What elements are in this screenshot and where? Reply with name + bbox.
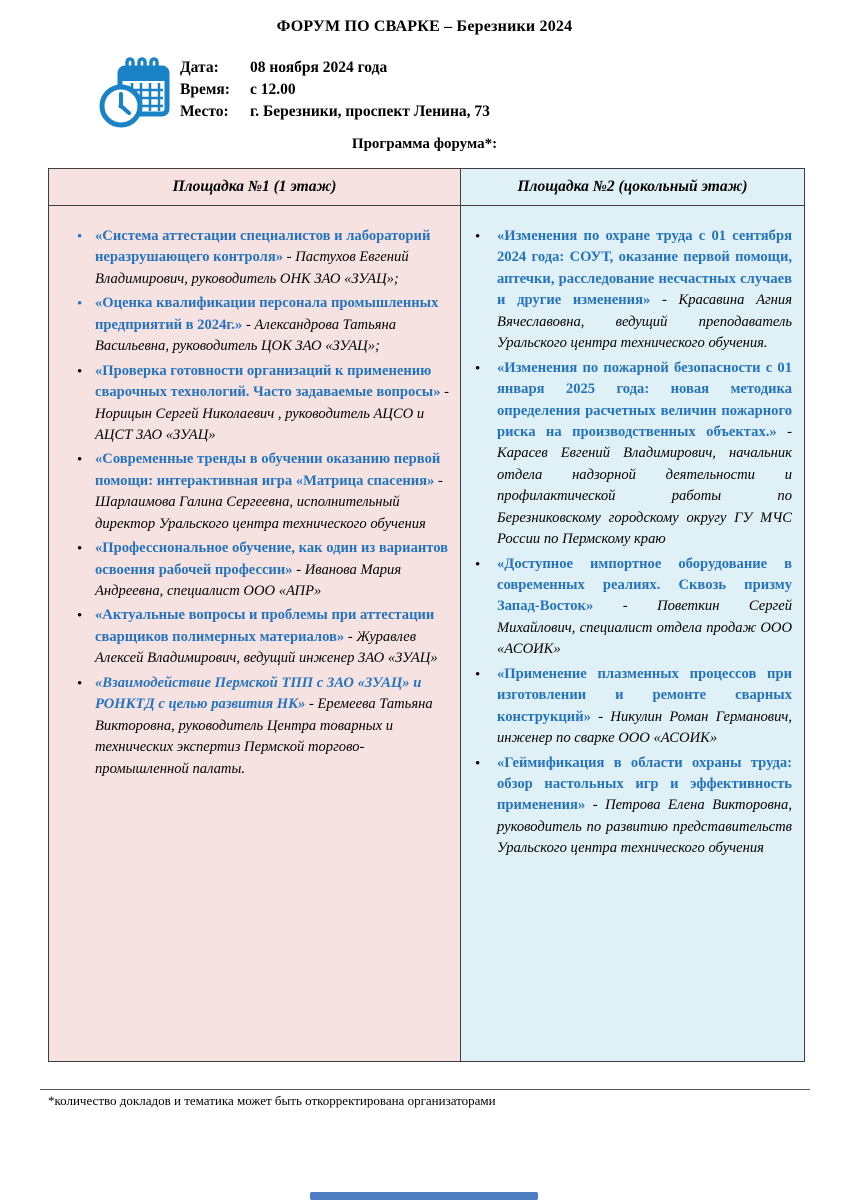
venue2-body xyxy=(461,206,804,1061)
talk-item xyxy=(75,605,452,669)
talk-title: «Проверка готовности организаций к применению сварочных технологий. Часто задаваемые вопросы» xyxy=(95,362,441,401)
talk-title: «Доступное импортное оборудование в современных реалиях. Сквозь призму Запад-Восток» xyxy=(497,555,792,615)
talk-speaker: - Никулин Роман Германович, инженер по сварке ООО «АСОИК» xyxy=(497,708,792,747)
footnote-divider xyxy=(40,1089,810,1090)
talk-item xyxy=(75,226,452,290)
talk-title: «Геймификация в области охраны труда: обзор настольных игр и эффективность применения» xyxy=(497,754,792,814)
page-title: ФОРУМ ПО СВАРКЕ – Березники 2024 xyxy=(276,18,573,35)
talk-speaker: - Шарлаимова Галина Сергеевна, исполнительный директор Уральского центра технического обучения xyxy=(95,472,443,532)
talk-title: «Современные тренды в обучении оказанию первой помощи: интерактивная игра «Матрица спасения» xyxy=(95,451,441,489)
talk-title: «Актуальные вопросы и проблемы при аттестации сварщиков полимерных материалов» xyxy=(95,607,435,645)
talk-speaker: - Журавлев Алексей Владимирович, ведущий инженер ЗАО «ЗУАЦ» xyxy=(95,628,438,667)
talk-title: «Система аттестации специалистов и лабораторий неразрушающего контроля» xyxy=(95,228,431,266)
talk-item xyxy=(75,449,452,535)
talk-speaker: - Еремеева Татьяна Викторовна, руководитель Центра товарных и технических экспертиз Пермской торгово-промышленной палаты. xyxy=(95,696,433,777)
talk-title: «Профессиональное обучение, как один из вариантов освоения рабочей профессии» xyxy=(95,540,449,578)
venue2-column xyxy=(460,169,804,1061)
talk-item xyxy=(471,664,792,750)
venue1-talk-list xyxy=(49,206,460,780)
horizontal-scrollbar-thumb[interactable] xyxy=(310,1192,538,1200)
venue1-body xyxy=(49,206,460,1061)
talk-speaker: - Александрова Татьяна Васильевна, руководитель ЦОК ЗАО «ЗУАЦ»; xyxy=(95,316,397,355)
talk-title: «Изменения по пожарной безопасности с 01 января 2025 года: новая методика определения расчетных величин пожарного риска на производственных объектах.» xyxy=(497,359,792,440)
talk-speaker: - Пастухов Евгений Владимирович, руководитель ОНК ЗАО «ЗУАЦ»; xyxy=(95,249,409,287)
talk-speaker: - Карасев Евгений Владимирович, начальник отдела надзорной деятельности и профилактической работы по Березниковскому городскому округу ГУ МЧС России по Пермскому краю xyxy=(497,423,792,548)
date-value: 08 ноября 2024 года xyxy=(250,59,388,76)
event-info xyxy=(180,57,490,123)
time-value: с 12.00 xyxy=(250,81,296,98)
talk-item xyxy=(75,293,452,357)
talk-title: «Взаимодействие Пермской ТПП с ЗАО «ЗУАЦ» и РОНКТД с целью развития НК» xyxy=(95,674,422,713)
date-label: Дата: xyxy=(180,59,219,76)
talk-item xyxy=(75,673,452,780)
program-heading: Программа форума*: xyxy=(351,136,498,152)
venue2-header: Площадка №2 (цокольный этаж) xyxy=(461,169,804,206)
talk-item xyxy=(471,753,792,860)
place-label: Место: xyxy=(180,103,229,120)
talk-title: «Оценка квалификации персонала промышленных предприятий в 2024г.» xyxy=(95,295,439,333)
talk-speaker: - Поветкин Сергей Михайлович, специалист отдела продаж ООО «АСОИК» xyxy=(497,598,792,658)
place-value: г. Березники, проспект Ленина, 73 xyxy=(250,103,490,120)
talk-item xyxy=(75,361,452,447)
calendar-clock-icon xyxy=(98,56,172,132)
time-label: Время: xyxy=(180,81,230,98)
talk-item xyxy=(75,538,452,602)
talk-speaker: - Петрова Елена Викторовна, руководитель по развитию представительств Уральского центра технического обучения xyxy=(497,797,792,857)
talk-item xyxy=(471,226,792,355)
talk-title: «Изменения по охране труда с 01 сентября 2024 года: СОУТ, оказание первой помощи, аптечки, расследование несчастных случаев и другие изменения» xyxy=(497,228,792,309)
venue1-column xyxy=(49,169,460,1061)
footnote: *количество докладов и тематика может быть откорректирована организаторами xyxy=(48,1093,496,1108)
program-table xyxy=(48,168,805,1062)
talk-speaker: - Красавина Агния Вячеславовна, ведущий преподаватель Уральского центра технического обучения. xyxy=(497,292,793,352)
venue1-header: Площадка №1 (1 этаж) xyxy=(49,169,460,206)
talk-title: «Применение плазменных процессов при изготовлении и ремонте сварных конструкций» xyxy=(497,665,792,725)
talk-item xyxy=(471,358,792,551)
talk-speaker: - Иванова Мария Андреевна, специалист ООО «АПР» xyxy=(95,561,402,599)
talk-speaker: - Норицын Сергей Николаевич , руководитель АЦСО и АЦСТ ЗАО «ЗУАЦ» xyxy=(95,384,450,443)
venue2-talk-list xyxy=(461,206,804,860)
talk-item xyxy=(471,554,792,661)
